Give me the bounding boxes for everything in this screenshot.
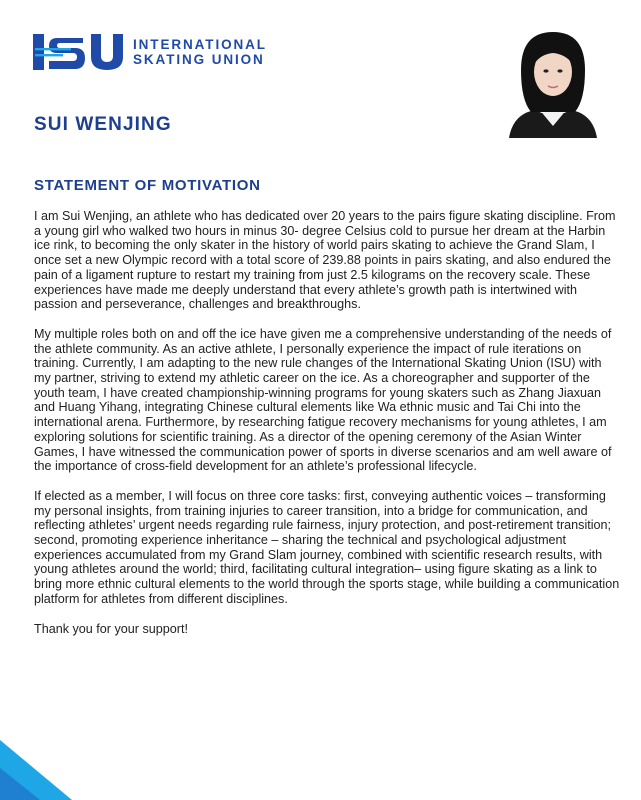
corner-decoration: [0, 740, 72, 800]
org-name-line1: INTERNATIONAL: [133, 37, 267, 52]
org-name: [133, 37, 333, 67]
statement-body: [34, 209, 620, 651]
paragraph-4: Thank you for your support!: [34, 621, 189, 636]
portrait-photo: [505, 26, 601, 138]
paragraph-3: If elected as a member, I will focus on three core tasks: first, conveying authentic voices – transforming my personal insights, from training injuries to career transition, into a bridge for communication, and reflecting athletes’ urgent needs regarding rule fairness, injury protection, and post-retirement transition; second, promoting experience inheritance – sharing the technical and psychological adjustment experiences accumulated from my Grand Slam journey, combined with scientific research results, with young athletes around the world; third, facilitating cultural integration– using figure skating as a link to bring more ethnic cultural elements to the world through the sports stage, while building a communication platform for athletes from different disciplines.: [34, 488, 620, 606]
paragraph-1: I am Sui Wenjing, an athlete who has dedicated over 20 years to the pairs figure skating discipline. From a young girl who walked two hours in minus 30- degree Celsius cold to pursue her dream at the Harbin ice rink, to becoming the only skater in the history of world pairs skating to achieve the Grand Slam, I once set a new Olympic record with a total score of 239.88 points in pairs skating, and also endured the pain of a ligament rupture to restart my training from just 2.5 kilograms on the recovery scale. These experiences have made me deeply understand that every athlete’s growth path is intertwined with passion and perseverance, challenges and breakthroughs.: [34, 209, 616, 312]
isu-logo-mark: [33, 34, 129, 70]
org-name-line2: SKATING UNION: [133, 52, 265, 67]
section-title: STATEMENT OF MOTIVATION: [34, 177, 261, 194]
paragraph-2: My multiple roles both on and off the ice have given me a comprehensive understanding of the needs of the athlete community. As an active athlete, I personally experience the impact of rule iterations on training. Currently, I am adapting to the new rule changes of the International Skating Union (ISU) with my partner, striving to extend my athletic career on the ice. As a choreographer and supporter of the youth team, I have created championship-winning programs for young skaters such as Zhang Jiaxuan and Huang Yihang, integrating Chinese cultural elements like Wa ethnic music and Tai Chi into the international arena. Furthermore, by researching fatigue recovery mechanisms for young athletes, I am exploring solutions for scientific training. As a director of the opening ceremony of the Asian Winter Games, I have witnessed the communication power of sports in diverse scenarios and am well aware of the importance of cross-field development for an athlete’s professional lifecycle.: [34, 326, 612, 474]
candidate-name: SUI WENJING: [34, 114, 172, 135]
